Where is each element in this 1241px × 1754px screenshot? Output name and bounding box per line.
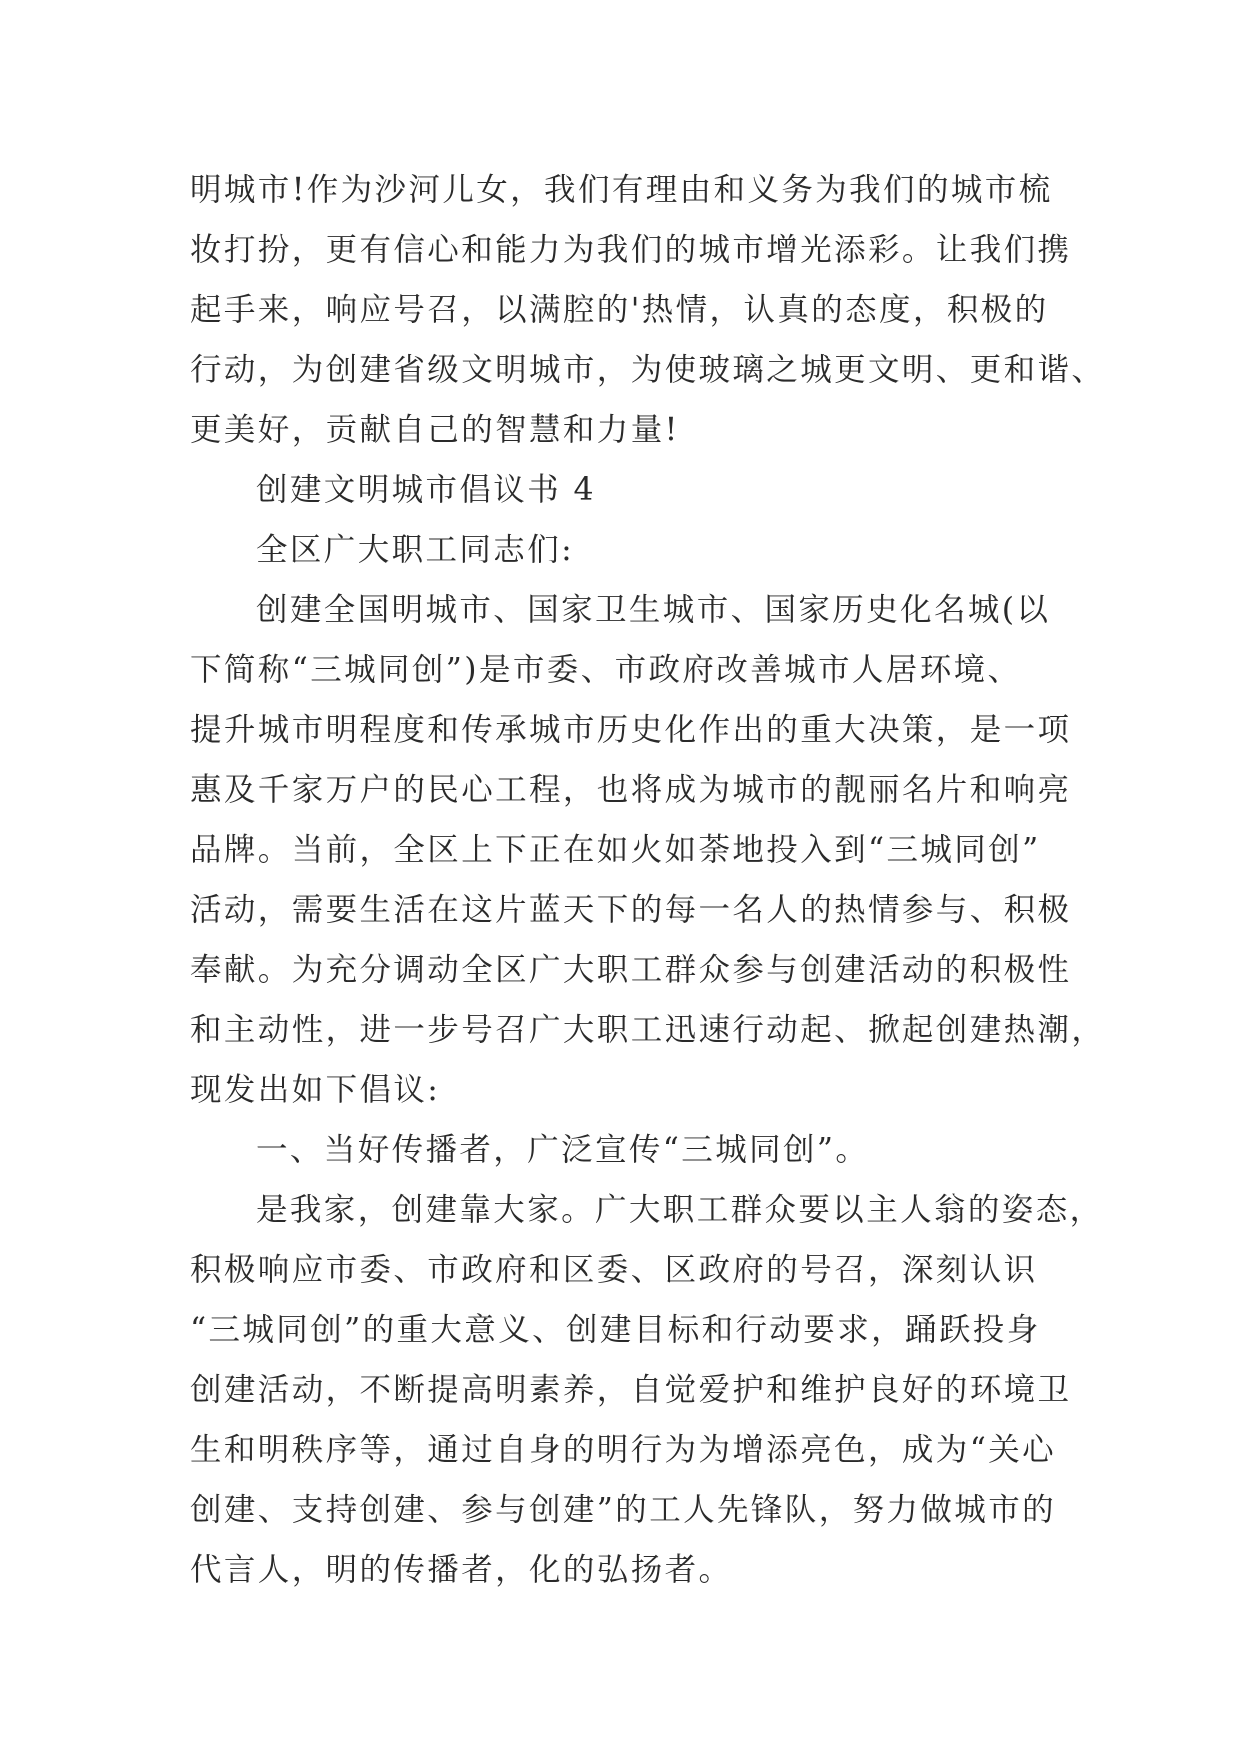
list-item-heading: 一、当好传播者，广泛宣传“三城同创”。	[256, 1132, 870, 1168]
paragraph-line: 和主动性，进一步号召广大职工迅速行动起、掀起创建热潮，	[190, 1012, 1106, 1048]
paragraph-line: 妆打扮，更有信心和能力为我们的城市增光添彩。让我们携	[190, 232, 1072, 268]
paragraph-line: 代言人，明的传播者，化的弘扬者。	[190, 1552, 733, 1588]
document-body	[190, 160, 1106, 1600]
paragraph-line: 品牌。当前，全区上下正在如火如荼地投入到“三城同创”	[190, 832, 1041, 868]
paragraph-line: 提升城市明程度和传承城市历史化作出的重大决策，是一项	[190, 712, 1072, 748]
paragraph-line: 生和明秩序等，通过自身的明行为为增添亮色，成为“关心	[190, 1432, 1057, 1468]
paragraph-line: 活动，需要生活在这片蓝天下的每一名人的热情参与、积极	[190, 892, 1072, 928]
paragraph-line: 起手来，响应号召，以满腔的'热情，认真的态度，积极的	[190, 292, 1049, 328]
paragraph-line: 创建活动，不断提高明素养，自觉爱护和维护良好的环境卫	[190, 1372, 1072, 1408]
paragraph-line: 现发出如下倡议:	[190, 1072, 441, 1108]
paragraph-line: 创建全国明城市、国家卫生城市、国家历史化名城(以	[256, 592, 1051, 628]
paragraph-line: 是我家，创建靠大家。广大职工群众要以主人翁的姿态，	[256, 1192, 1104, 1228]
salutation: 全区广大职工同志们:	[256, 532, 575, 568]
section-heading: 创建文明城市倡议书 4	[256, 472, 596, 508]
paragraph-line: 行动，为创建省级文明城市，为使玻璃之城更文明、更和谐、	[190, 352, 1106, 388]
paragraph-line: 惠及千家万户的民心工程，也将成为城市的靓丽名片和响亮	[190, 772, 1072, 808]
paragraph-line: 更美好，贡献自己的智慧和力量!	[190, 412, 680, 448]
paragraph-line: 积极响应市委、市政府和区委、区政府的号召，深刻认识	[190, 1252, 1038, 1288]
paragraph-line: “三城同创”的重大意义、创建目标和行动要求，踊跃投身	[190, 1312, 1041, 1348]
paragraph-line: 奉献。为充分调动全区广大职工群众参与创建活动的积极性	[190, 952, 1072, 988]
paragraph-line: 创建、支持创建、参与创建”的工人先锋队，努力做城市的	[190, 1492, 1057, 1528]
paragraph-line: 下简称“三城同创”)是市委、市政府改善城市人居环境、	[190, 652, 1022, 688]
paragraph-line: 明城市!作为沙河儿女，我们有理由和义务为我们的城市梳	[190, 172, 1053, 208]
